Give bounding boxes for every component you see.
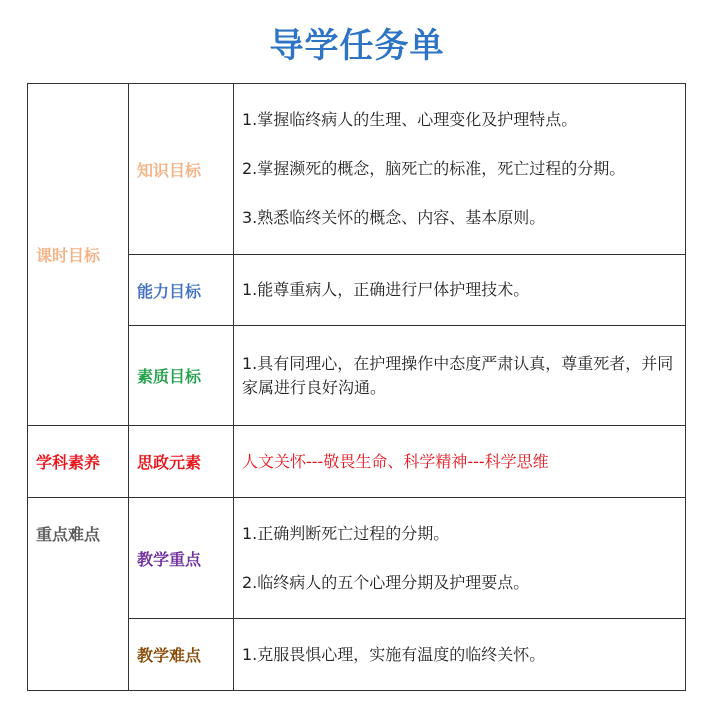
teaching-difficulty-content (234, 619, 686, 691)
teaching-focus-content (234, 498, 686, 619)
knowledge-goal-content (234, 84, 686, 255)
ideology-element-content: 人文关怀---敬畏生命、科学精神---科学思维 (234, 426, 686, 498)
knowledge-item: 1.掌握临终病人的生理、心理变化及护理特点。 (242, 110, 578, 129)
knowledge-goal-label: 知识目标 (129, 84, 234, 255)
table-row (28, 498, 686, 619)
teaching-focus-label: 教学重点 (129, 498, 234, 619)
ideology-element-label: 思政元素 (129, 426, 234, 498)
quality-item: 1.具有同理心，在护理操作中态度严肃认真，尊重死者，并同家属进行良好沟通。 (242, 353, 674, 397)
key-points-label: 重点难点 (28, 498, 129, 691)
difficulty-item: 1.克服畏惧心理，实施有温度的临终关怀。 (242, 644, 546, 664)
focus-item: 1.正确判断死亡过程的分期。 (242, 523, 450, 543)
teaching-difficulty-label: 教学难点 (129, 619, 234, 691)
knowledge-item: 2.掌握濒死的概念，脑死亡的标准，死亡过程的分期。 (242, 159, 626, 178)
task-table (27, 83, 686, 691)
table-row (28, 84, 686, 255)
ability-goal-label: 能力目标 (129, 255, 234, 326)
focus-item: 2.临终病人的五个心理分期及护理要点。 (242, 572, 530, 592)
ability-goal-content (234, 255, 686, 326)
course-goal-label: 课时目标 (28, 84, 129, 426)
page-title: 导学任务单 (269, 26, 445, 66)
subject-literacy-label: 学科素养 (28, 426, 129, 498)
quality-goal-label: 素质目标 (129, 326, 234, 426)
knowledge-item: 3.熟悉临终关怀的概念、内容、基本原则。 (242, 208, 546, 227)
table-row (28, 426, 686, 498)
ability-item: 1.能尊重病人，正确进行尸体护理技术。 (242, 280, 530, 299)
quality-goal-content (234, 326, 686, 426)
